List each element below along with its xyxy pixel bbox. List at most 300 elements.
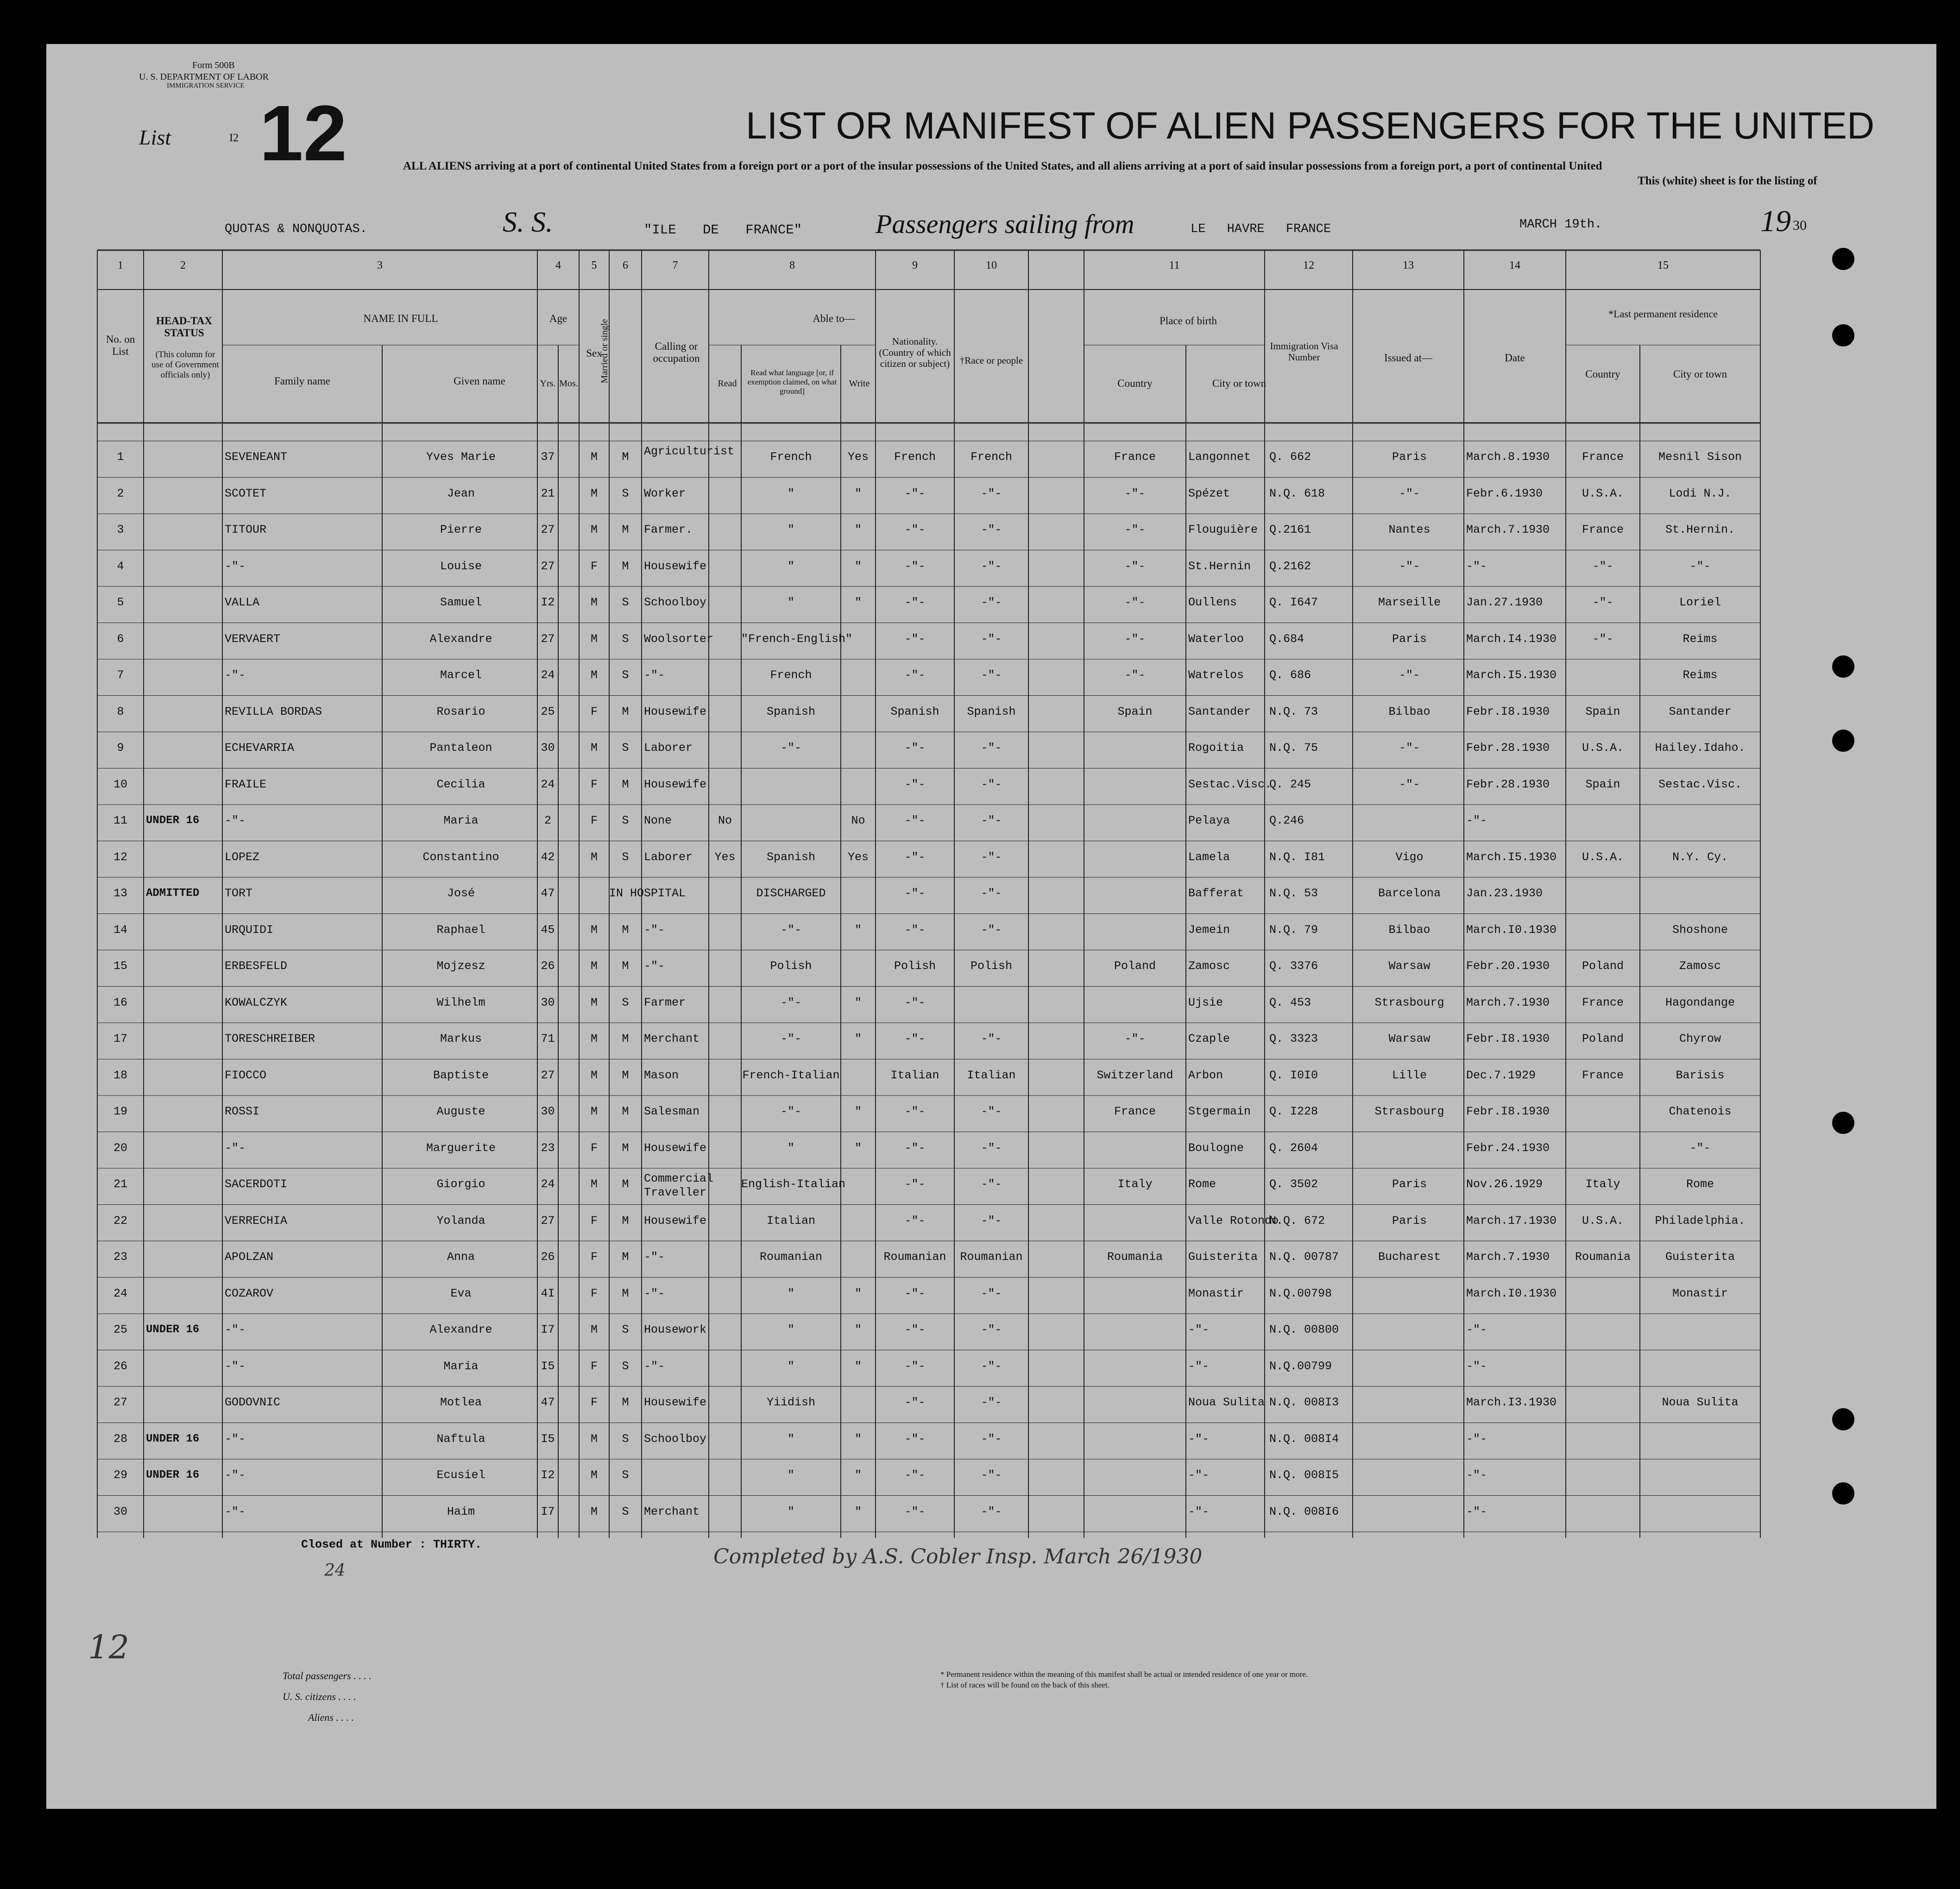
row-visa-number: Q. I0I0	[1269, 1068, 1318, 1082]
row-row-number: 19	[113, 1105, 127, 1118]
row-residence-country: U.S.A.	[1582, 741, 1624, 755]
row-race: French	[970, 450, 1012, 464]
row-race: -"-	[981, 923, 1002, 937]
row-age-years: 23	[541, 1141, 555, 1155]
row-row-number: 8	[117, 705, 124, 718]
row-residence-country: -"-	[1592, 632, 1613, 646]
row-visa-number: Q. 245	[1269, 777, 1311, 791]
row-sex: F	[590, 1214, 598, 1228]
header-write: Write	[849, 378, 870, 389]
header-calling: Calling or occupation	[653, 340, 700, 364]
row-birth-city: Flouguière	[1188, 523, 1258, 536]
row-issue-date: -"-	[1466, 1468, 1487, 1482]
row-birth-city: Zamosc	[1188, 959, 1230, 973]
row-nationality: -"-	[904, 777, 926, 791]
row-row-number: 2	[117, 486, 124, 500]
row-marital-status: S	[622, 741, 629, 755]
row-visa-number: N.Q. 53	[1269, 887, 1318, 900]
row-issue-date: Febr.20.1930	[1466, 959, 1550, 973]
row-birth-city: -"-	[1188, 1323, 1210, 1336]
header-race: †Race or people	[959, 355, 1023, 366]
row-sex: M	[590, 923, 598, 937]
row-sex: M	[590, 850, 598, 864]
row-age-years: 26	[541, 1250, 555, 1264]
row-sex: M	[590, 668, 598, 682]
row-can-write: "	[854, 1323, 862, 1336]
row-occupation: -"-	[644, 668, 665, 682]
row-age-years: I2	[541, 596, 555, 609]
row-occupation: Housewife	[644, 705, 707, 718]
row-birth-city: Spézet	[1188, 486, 1230, 500]
row-issue-date: March.I5.1930	[1466, 668, 1557, 682]
row-issue-date: -"-	[1466, 1323, 1487, 1336]
row-visa-number: N.Q.00798	[1269, 1286, 1332, 1300]
row-row-number: 9	[117, 741, 124, 755]
row-given-name: Alexandre	[429, 632, 492, 646]
row-birth-country: France	[1114, 450, 1156, 464]
row-can-write: "	[854, 1032, 862, 1045]
row-read-language: Spanish	[766, 850, 816, 864]
column-number: 7	[672, 259, 678, 271]
row-marital-status: M	[622, 923, 629, 937]
row-family-name: -"-	[225, 814, 246, 827]
row-read-language: -"-	[780, 1105, 801, 1118]
row-can-write: Yes	[847, 450, 869, 464]
row-family-name: -"-	[225, 1432, 246, 1446]
row-can-write: Yes	[847, 850, 869, 864]
row-sex: M	[590, 1432, 598, 1446]
row-occupation: -"-	[644, 1250, 665, 1264]
row-occupation: -"-	[644, 923, 665, 937]
row-can-write: "	[854, 1359, 862, 1373]
row-race: -"-	[981, 1214, 1002, 1228]
row-row-number: 1	[117, 450, 124, 464]
row-age-years: I7	[541, 1505, 555, 1518]
row-age-years: 27	[541, 1214, 555, 1228]
row-occupation: Housewife	[644, 559, 707, 573]
row-nationality: -"-	[904, 1505, 926, 1518]
row-residence-city: Monastir	[1672, 1286, 1728, 1300]
row-can-write: No	[851, 814, 865, 827]
row-family-name: URQUIDI	[225, 923, 274, 937]
row-age-years: 42	[541, 850, 555, 864]
row-age-years: 27	[541, 632, 555, 646]
row-given-name: Mojzesz	[436, 959, 485, 973]
row-head-tax-status: ADMITTED	[146, 887, 200, 900]
row-visa-number: Q. I647	[1269, 596, 1318, 609]
row-family-name: -"-	[225, 1468, 246, 1482]
row-age-years: 45	[541, 923, 555, 937]
row-issued-at: Strasbourg	[1374, 995, 1444, 1009]
row-marital-status: M	[622, 559, 629, 573]
row-issue-date: -"-	[1466, 1505, 1487, 1518]
row-sex: M	[590, 1032, 598, 1045]
row-birth-city: Monastir	[1188, 1286, 1244, 1300]
row-row-number: 24	[113, 1286, 127, 1300]
row-age-years: 25	[541, 705, 555, 718]
column-number: 12	[1303, 259, 1314, 271]
row-residence-city: Zamosc	[1679, 959, 1721, 973]
row-nationality: -"-	[904, 850, 926, 864]
row-read-language: -"-	[780, 995, 801, 1009]
row-visa-number: N.Q. 79	[1269, 923, 1318, 937]
row-read-language: -"-	[780, 923, 801, 937]
header-able-to: Able to—	[813, 313, 855, 324]
header-sex: Sex	[586, 347, 602, 359]
list-number: 12	[259, 89, 347, 177]
row-family-name: -"-	[225, 559, 246, 573]
row-nationality: -"-	[904, 1032, 926, 1045]
row-marital-status: S	[622, 1505, 629, 1518]
row-race: -"-	[981, 1396, 1002, 1409]
row-row-number: 29	[113, 1468, 127, 1482]
row-given-name: Marguerite	[426, 1141, 496, 1155]
row-sex: M	[590, 1505, 598, 1518]
row-birth-country: -"-	[1124, 486, 1146, 500]
row-row-number: 4	[117, 559, 124, 573]
row-can-write: "	[854, 1141, 862, 1155]
row-birth-city: Santander	[1188, 705, 1251, 718]
row-birth-city: Langonnet	[1188, 450, 1251, 464]
row-birth-city: Boulogne	[1188, 1141, 1244, 1155]
row-issue-date: -"-	[1466, 1432, 1487, 1446]
row-race: -"-	[981, 1359, 1002, 1373]
row-given-name: Giorgio	[436, 1177, 485, 1191]
row-birth-country: -"-	[1124, 559, 1146, 573]
row-can-write: "	[854, 1432, 862, 1446]
row-age-years: 27	[541, 559, 555, 573]
row-issue-date: March.I0.1930	[1466, 923, 1557, 937]
row-family-name: ROSSI	[225, 1105, 260, 1118]
row-family-name: GODOVNIC	[225, 1396, 281, 1409]
row-marital-status: M	[622, 1068, 629, 1082]
column-number: 15	[1657, 259, 1669, 271]
row-marital-status: S	[622, 1323, 629, 1336]
header-birth-country: Country	[1117, 378, 1153, 389]
row-residence-city: Shoshone	[1672, 923, 1728, 937]
row-row-number: 14	[113, 923, 127, 937]
row-sex: F	[590, 705, 598, 718]
row-read-language: "	[787, 559, 794, 573]
row-issue-date: March.17.1930	[1466, 1214, 1557, 1228]
row-residence-country: France	[1582, 1068, 1624, 1082]
row-sex: M	[590, 1177, 598, 1191]
row-marital-status: M	[622, 1250, 629, 1264]
row-read-language: Polish	[770, 959, 812, 973]
row-nationality: -"-	[904, 486, 926, 500]
row-residence-country: France	[1582, 450, 1624, 464]
header-issue-date: Date	[1505, 352, 1525, 364]
row-nationality: -"-	[904, 1432, 926, 1446]
sailing-date: MARCH 19th.	[1519, 218, 1602, 232]
row-birth-city: Rome	[1188, 1177, 1216, 1191]
row-age-years: 2	[544, 814, 551, 827]
year-suffix: 30	[1793, 218, 1807, 233]
row-marital-status: M	[622, 959, 629, 973]
row-birth-country: Spain	[1117, 705, 1153, 718]
row-residence-country: Italy	[1585, 1177, 1620, 1191]
row-family-name: VERRECHIA	[225, 1214, 288, 1228]
row-family-name: ERBESFELD	[225, 959, 288, 973]
header-family-name: Family name	[274, 375, 330, 387]
row-sex: M	[590, 632, 598, 646]
row-can-read: No	[718, 814, 732, 827]
column-number: 5	[591, 259, 597, 271]
row-sex: F	[590, 777, 598, 791]
row-birth-city: Bafferat	[1188, 887, 1244, 900]
row-visa-number: N.Q. I81	[1269, 850, 1325, 864]
row-occupation: Housework	[644, 1323, 707, 1336]
row-sex: F	[590, 1359, 598, 1373]
row-race: -"-	[981, 1468, 1002, 1482]
row-issue-date: March.I4.1930	[1466, 632, 1557, 646]
row-residence-city: -"-	[1689, 1141, 1711, 1155]
row-sex: F	[590, 1396, 598, 1409]
row-head-tax-status: UNDER 16	[146, 1469, 200, 1481]
row-race: Polish	[970, 959, 1012, 973]
row-can-write: "	[854, 1105, 862, 1118]
row-issue-date: Febr.28.1930	[1466, 777, 1550, 791]
row-sex: F	[590, 1250, 598, 1264]
row-age-years: 37	[541, 450, 555, 464]
row-nationality: -"-	[904, 887, 926, 900]
row-issue-date: March.7.1930	[1466, 523, 1550, 536]
row-visa-number: N.Q. 75	[1269, 741, 1318, 755]
row-sex: F	[590, 559, 598, 573]
row-family-name: VALLA	[225, 596, 260, 609]
row-nationality: -"-	[904, 1214, 926, 1228]
row-birth-city: Jemein	[1188, 923, 1230, 937]
row-given-name: Eva	[450, 1286, 472, 1300]
row-family-name: -"-	[225, 1323, 246, 1336]
row-nationality: -"-	[904, 1105, 926, 1118]
row-visa-number: Q. 3376	[1269, 959, 1318, 973]
row-race: -"-	[981, 668, 1002, 682]
row-family-name: ECHEVARRIA	[225, 741, 295, 755]
row-nationality: Polish	[894, 959, 936, 973]
service: IMMIGRATION SERVICE	[167, 82, 245, 89]
header-res-city: City or town	[1673, 368, 1727, 380]
form-number: Form 500B	[192, 60, 235, 70]
sailing-label: Passengers sailing from	[876, 209, 1134, 239]
header-issued-at: Issued at—	[1384, 352, 1433, 364]
row-sex: F	[590, 1286, 598, 1300]
row-residence-city: Chatenois	[1669, 1105, 1732, 1118]
row-race: -"-	[981, 1432, 1002, 1446]
row-read-language: DISCHARGED	[756, 887, 826, 900]
row-marital-status: M	[622, 1105, 629, 1118]
manifest-sheet	[46, 44, 1936, 1809]
row-row-number: 5	[117, 596, 124, 609]
row-age-years: 47	[541, 1396, 555, 1409]
row-birth-city: Rogoitia	[1188, 741, 1244, 755]
row-birth-city: St.Hernin	[1188, 559, 1251, 573]
row-can-write: "	[854, 559, 862, 573]
row-race: -"-	[981, 523, 1002, 536]
row-birth-city: -"-	[1188, 1505, 1210, 1518]
row-visa-number: Q. 3502	[1269, 1177, 1318, 1191]
row-residence-country: France	[1582, 995, 1624, 1009]
row-residence-country: -"-	[1592, 596, 1613, 609]
row-age-years: I2	[541, 1468, 555, 1482]
row-residence-city: Reims	[1683, 668, 1718, 682]
row-nationality: -"-	[904, 1468, 926, 1482]
header-last-residence: *Last permanent residence	[1608, 308, 1718, 320]
header-given-name: Given name	[454, 375, 505, 387]
row-nationality: -"-	[904, 1323, 926, 1336]
row-issued-at: Paris	[1392, 1177, 1427, 1191]
row-race: -"-	[981, 741, 1002, 755]
row-visa-number: N.Q. 00800	[1269, 1323, 1339, 1336]
column-number: 6	[623, 259, 628, 271]
column-number: 11	[1169, 259, 1180, 271]
row-visa-number: N.Q.00799	[1269, 1359, 1332, 1373]
row-sex: M	[590, 1323, 598, 1336]
row-visa-number: Q.684	[1269, 632, 1305, 646]
row-occupation: Housewife	[644, 1141, 707, 1155]
row-marital-status: M	[622, 1214, 629, 1228]
row-occupation: Schoolboy	[644, 1432, 707, 1446]
row-visa-number: N.Q. 00787	[1269, 1250, 1339, 1264]
row-issued-at: Warsaw	[1388, 959, 1431, 973]
column-number: 3	[377, 259, 383, 271]
row-race: -"-	[981, 1323, 1002, 1336]
row-birth-city: -"-	[1188, 1468, 1210, 1482]
row-birth-city: Lamela	[1188, 850, 1230, 864]
row-given-name: Samuel	[440, 596, 482, 609]
footnote-races: † List of races will be found on the back of this sheet.	[940, 1681, 1109, 1689]
row-residence-country: Poland	[1582, 959, 1624, 973]
row-given-name: Pierre	[440, 523, 482, 536]
row-age-years: I5	[541, 1432, 555, 1446]
row-can-write: "	[854, 523, 862, 536]
row-given-name: Pantaleon	[429, 741, 492, 755]
header-read: Read	[718, 378, 737, 389]
row-race: -"-	[981, 1505, 1002, 1518]
row-age-years: 30	[541, 1105, 555, 1118]
row-row-number: 12	[113, 850, 127, 864]
row-age-years: I7	[541, 1323, 555, 1336]
row-birth-city: Oullens	[1188, 596, 1237, 609]
row-row-number: 13	[113, 887, 127, 900]
row-nationality: -"-	[904, 559, 926, 573]
header-no-on-list: No. on List	[106, 334, 135, 357]
row-row-number: 20	[113, 1141, 127, 1155]
row-occupation: None	[644, 814, 672, 827]
row-given-name: Yves Marie	[426, 450, 496, 464]
row-row-number: 10	[113, 777, 127, 791]
row-sex: M	[590, 959, 598, 973]
row-issued-at: -"-	[1399, 486, 1420, 500]
row-marital-status: M	[622, 1177, 629, 1191]
row-read-language: Spanish	[766, 705, 816, 718]
row-nationality: -"-	[904, 741, 926, 755]
row-race: -"-	[981, 814, 1002, 827]
row-read-language: Italian	[766, 1214, 816, 1228]
row-birth-city: Valle Rotondo	[1188, 1214, 1279, 1228]
aliens: Aliens . . . .	[308, 1712, 354, 1723]
row-can-write: "	[854, 923, 862, 937]
row-given-name: Anna	[447, 1250, 475, 1264]
margin-small-number: 24	[324, 1561, 346, 1580]
row-nationality: -"-	[904, 1286, 926, 1300]
row-race: -"-	[981, 1141, 1002, 1155]
row-row-number: 25	[113, 1323, 127, 1336]
row-occupation: Laborer	[644, 850, 693, 864]
row-row-number: 18	[113, 1068, 127, 1082]
row-race: Italian	[967, 1068, 1016, 1082]
column-number: 14	[1509, 259, 1520, 271]
row-family-name: TITOUR	[225, 523, 267, 536]
row-issued-at: Barcelona	[1378, 887, 1441, 900]
row-row-number: 15	[113, 959, 127, 973]
row-residence-city: Mesnil Sison	[1658, 450, 1742, 464]
row-issue-date: March.I0.1930	[1466, 1286, 1557, 1300]
row-residence-city: Reims	[1683, 632, 1718, 646]
row-age-years: 30	[541, 741, 555, 755]
row-birth-city: Watrelos	[1188, 668, 1244, 682]
row-nationality: -"-	[904, 1359, 926, 1373]
row-issue-date: Febr.I8.1930	[1466, 1032, 1550, 1045]
row-family-name: REVILLA BORDAS	[225, 705, 322, 718]
header-head-tax: HEAD-TAX STATUS	[156, 315, 212, 339]
row-marital-status: S	[622, 850, 629, 864]
row-issue-date: Febr.28.1930	[1466, 741, 1550, 755]
row-issued-at: -"-	[1399, 559, 1420, 573]
row-family-name: -"-	[225, 668, 246, 682]
row-occupation: Farmer	[644, 995, 686, 1009]
row-occupation: Housewife	[644, 777, 707, 791]
us-citizens: U. S. citizens . . . .	[283, 1691, 356, 1702]
header-mos: Mos.	[559, 378, 578, 389]
row-marital-status: M	[622, 1032, 629, 1045]
row-occupation: Commercial Traveller	[644, 1172, 714, 1199]
row-can-write: "	[854, 596, 862, 609]
row-can-read: Yes	[714, 850, 736, 864]
row-residence-city: -"-	[1689, 559, 1711, 573]
row-issued-at: Bucharest	[1378, 1250, 1441, 1264]
row-row-number: 6	[117, 632, 124, 646]
row-issued-at: Strasbourg	[1374, 1105, 1444, 1118]
row-issue-date: Jan.23.1930	[1466, 887, 1543, 900]
row-sex: M	[590, 523, 598, 536]
column-number: 8	[789, 259, 795, 271]
row-birth-country: -"-	[1124, 523, 1146, 536]
row-row-number: 27	[113, 1396, 127, 1409]
year-prefix: 19	[1760, 204, 1791, 238]
row-family-name: SCOTET	[225, 486, 267, 500]
margin-number: 12	[88, 1628, 130, 1666]
row-issue-date: March.8.1930	[1466, 450, 1550, 464]
row-read-language: Yiidish	[766, 1396, 816, 1409]
header-age: Age	[549, 313, 567, 324]
row-issued-at: Paris	[1392, 1214, 1427, 1228]
row-issued-at: -"-	[1399, 741, 1420, 755]
row-age-years: 71	[541, 1032, 555, 1045]
row-family-name: APOLZAN	[225, 1250, 274, 1264]
row-visa-number: N.Q. 008I4	[1269, 1432, 1339, 1446]
row-marital-status: S	[622, 668, 629, 682]
row-visa-number: Q.2162	[1269, 559, 1311, 573]
row-marital-status: S	[622, 596, 629, 609]
row-birth-city: Sestac.Visc.	[1188, 777, 1272, 791]
row-visa-number: N.Q. 008I3	[1269, 1396, 1339, 1409]
row-race: -"-	[981, 1105, 1002, 1118]
row-given-name: Motlea	[440, 1396, 482, 1409]
row-occupation: -"-	[644, 1286, 665, 1300]
row-visa-number: Q. 686	[1269, 668, 1311, 682]
row-head-tax-status: UNDER 16	[146, 1323, 200, 1336]
